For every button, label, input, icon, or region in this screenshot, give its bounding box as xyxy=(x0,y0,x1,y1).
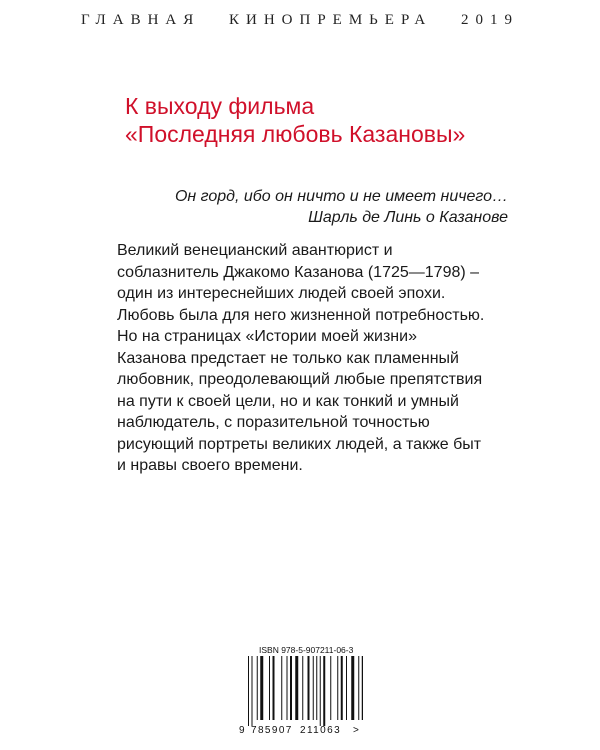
barcode-digits-right: 211063 xyxy=(300,725,342,736)
barcode-bar xyxy=(341,656,343,720)
barcode-bar xyxy=(308,656,310,720)
barcode-bar xyxy=(323,656,325,726)
annotation-line: Любовь была для него жизненной потребностью. xyxy=(117,306,485,324)
barcode-digit-first: 9 xyxy=(239,725,245,736)
barcode-graphic xyxy=(237,656,363,736)
promo-title-line-2: «Последняя любовь Казановы» xyxy=(125,121,466,147)
barcode-bar xyxy=(252,656,253,726)
epigraph-quote: Он горд, ибо он ничто и не имеет ничего… xyxy=(174,188,508,205)
barcode-bar xyxy=(302,656,303,720)
barcode-quiet-mark: > xyxy=(353,725,359,736)
epigraph xyxy=(175,186,508,228)
barcode-bars xyxy=(248,656,363,726)
barcode-bar xyxy=(346,656,347,720)
barcode-bar xyxy=(290,656,292,720)
annotation-line: на пути к своей цели, но и как тонкий и умный xyxy=(117,392,459,410)
isbn-barcode xyxy=(237,645,363,735)
barcode-bar xyxy=(257,656,258,720)
annotation-line: соблазнитель Джакомо Казанова (1725—1798) – xyxy=(117,263,480,281)
barcode-bar xyxy=(269,656,270,720)
epigraph-attribution: Шарль де Линь о Казанове xyxy=(308,209,508,226)
annotation-line: Но на страницах «Истории моей жизни» xyxy=(117,328,417,345)
annotation-line: и нравы своего времени. xyxy=(117,457,303,474)
barcode-bar xyxy=(313,656,314,720)
series-header xyxy=(0,12,600,29)
barcode-bar xyxy=(362,656,363,720)
annotation-line: наблюдатель, с поразительной точностью xyxy=(117,414,430,431)
barcode-bar xyxy=(337,656,338,720)
promo-title-line-1: К выходу фильма xyxy=(125,93,315,119)
barcode-bar xyxy=(351,656,354,720)
annotation-line: рисующий портреты великих людей, а также быт xyxy=(117,435,482,453)
barcode-bar xyxy=(281,656,282,720)
series-year: 2019 xyxy=(460,12,519,28)
annotation-line: Великий венецианский авантюрист и xyxy=(117,242,393,259)
barcode-digits-left: 785907 xyxy=(251,725,293,736)
barcode-bar xyxy=(330,656,331,720)
barcode-bar xyxy=(295,656,298,720)
barcode-bar xyxy=(320,656,321,726)
series-word-premiere: КИНОПРЕМЬЕРА xyxy=(229,12,433,28)
annotation-line: любовник, преодолевающий любые препятствия xyxy=(117,371,483,388)
series-word-main: ГЛАВНАЯ xyxy=(81,12,201,28)
isbn-label: ISBN 978-5-907211-06-3 xyxy=(259,645,354,655)
barcode-bar xyxy=(248,656,249,726)
promo-title xyxy=(125,92,465,148)
annotation-line: один из интереснейших людей своей эпохи. xyxy=(117,285,446,302)
annotation-line: Казанова предстает не только как пламенный xyxy=(117,349,459,367)
barcode-bar xyxy=(287,656,288,720)
barcode-bar xyxy=(316,656,317,720)
barcode-bar xyxy=(260,656,263,720)
annotation-text xyxy=(117,240,517,477)
barcode-bar xyxy=(358,656,359,720)
barcode-bar xyxy=(273,656,275,720)
